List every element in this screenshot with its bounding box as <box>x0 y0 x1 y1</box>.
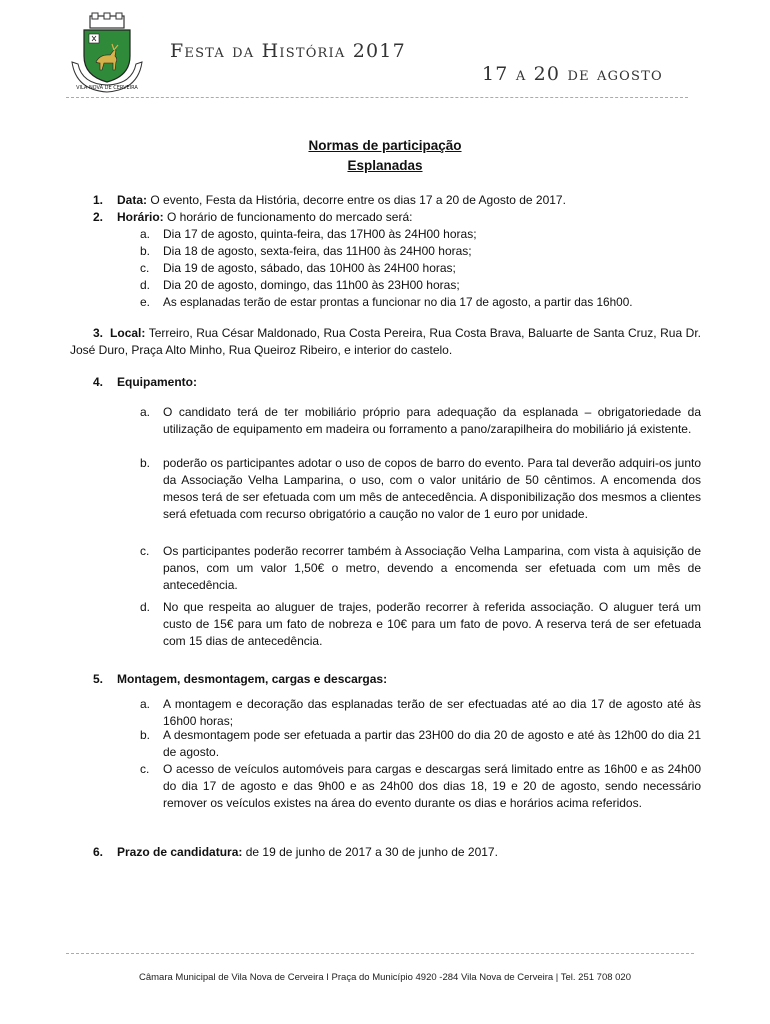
list-item-prazo: Prazo de candidatura: de 19 de junho de 2017 a 30 de junho de 2017. <box>117 845 498 859</box>
sub-item: Os participantes poderão recorrer também à Associação Velha Lamparina, com vista à aquisição de panos, com um valor 1,50€ o metro, devendo a encomenda ser efetuada com um mês de antecedência. <box>163 544 701 592</box>
list-item-local: 3. Local: Terreiro, Rua César Maldonado, Rua Costa Pereira, Rua Costa Brava, Baluarte de Santa Cruz, Rua Dr. José Duro, Praça Alto Minho, Rua Queiroz Ribeiro, e interior do castelo. <box>70 326 701 357</box>
sub-letter: c. <box>140 762 150 776</box>
list-item-horario: Horário: O horário de funcionamento do mercado será: <box>117 210 413 224</box>
event-dates: 17 a 20 de agosto <box>482 63 663 85</box>
sub-letter: e. <box>140 295 151 309</box>
sub-letter: b. <box>140 728 151 742</box>
sub-item: No que respeita ao aluguer de trajes, poderão recorrer à referida associação. O aluguer terá um custo de 15€ para um fato de nobreza e 10€ para um fato de povo. A reserva terá de ser efetuada com 15 dias de antecedência. <box>163 600 701 648</box>
list-item-data: Data: O evento, Festa da História, decorre entre os dias 17 a 20 de Agosto de 2017. <box>117 193 566 207</box>
sub-item: As esplanadas terão de estar prontas a funcionar no dia 17 de agosto, a partir das 16h00. <box>163 295 633 309</box>
svg-text:VILA NOVA DE CERVEIRA: VILA NOVA DE CERVEIRA <box>76 85 138 91</box>
sub-letter: d. <box>140 600 151 614</box>
event-title: Festa da História 2017 <box>170 40 406 62</box>
item-number: 2. <box>93 210 104 224</box>
sub-letter: a. <box>140 227 151 241</box>
sub-letter: c. <box>140 544 150 558</box>
sub-letter: b. <box>140 244 151 258</box>
list-item-equipamento: Equipamento: <box>117 375 197 389</box>
item-number: 5. <box>93 672 104 686</box>
document-subtitle: Esplanadas <box>347 158 423 173</box>
item-number: 4. <box>93 375 104 389</box>
footer-address: Câmara Municipal de Vila Nova de Cerveira I Praça do Município 4920 -284 Vila Nova de Cerveira | Tel. 251 708 020 <box>139 972 631 983</box>
municipal-crest-logo <box>66 12 148 96</box>
sub-letter: a. <box>140 697 151 711</box>
footer-divider <box>66 953 694 954</box>
sub-item: Dia 19 de agosto, sábado, das 10H00 às 24H00 horas; <box>163 261 456 275</box>
document-title: Normas de participação <box>308 138 462 153</box>
sub-item: O acesso de veículos automóveis para cargas e descargas será limitado entre as 16h00 e as 24h00 do dia 17 de agosto e das 9h00 e as 24h00 dos dias 18, 19 e 20 de agosto, sendo necessário remover os veículos existes na área do evento durante os dias e horários acima referidos. <box>163 762 701 810</box>
sub-item: poderão os participantes adotar o uso de copos de barro do evento. Para tal deverão adquiri-os junto da Associação Velha Lamparina, o uso, com o valor unitário de 50 cêntimos. A encomenda dos mesos terá de ser efetuada com um mês de antecedência. A disponibilização dos mesmos a clientes será efetuada com recurso obrigatório a caução no valor de 1 euro por unidade. <box>163 456 701 521</box>
item-number: 6. <box>93 845 104 859</box>
sub-letter: d. <box>140 278 151 292</box>
sub-letter: a. <box>140 405 151 419</box>
sub-item: Dia 18 de agosto, sexta-feira, das 11H00 às 24H00 horas; <box>163 244 472 258</box>
sub-item: Dia 20 de agosto, domingo, das 11h00 às 23H00 horas; <box>163 278 460 292</box>
sub-letter: b. <box>140 456 151 470</box>
sub-item: A montagem e decoração das esplanadas terão de ser efectuadas até ao dia 17 de agosto até às 16h00 horas; <box>163 697 701 728</box>
sub-item: A desmontagem pode ser efetuada a partir das 23H00 do dia 20 de agosto e até às 12h00 do dia 21 de agosto. <box>163 728 701 759</box>
list-item-montagem: Montagem, desmontagem, cargas e descargas: <box>117 672 388 686</box>
sub-item: O candidato terá de ter mobiliário próprio para adequação da esplanada – obrigatoriedade da utilização de equipamento em madeira ou forramento a pano/zarapilheira do mobiliário já existente. <box>163 405 701 436</box>
sub-letter: c. <box>140 261 150 275</box>
header-divider <box>66 97 688 98</box>
item-number: 1. <box>93 193 104 207</box>
sub-item: Dia 17 de agosto, quinta-feira, das 17H00 às 24H00 horas; <box>163 227 477 241</box>
